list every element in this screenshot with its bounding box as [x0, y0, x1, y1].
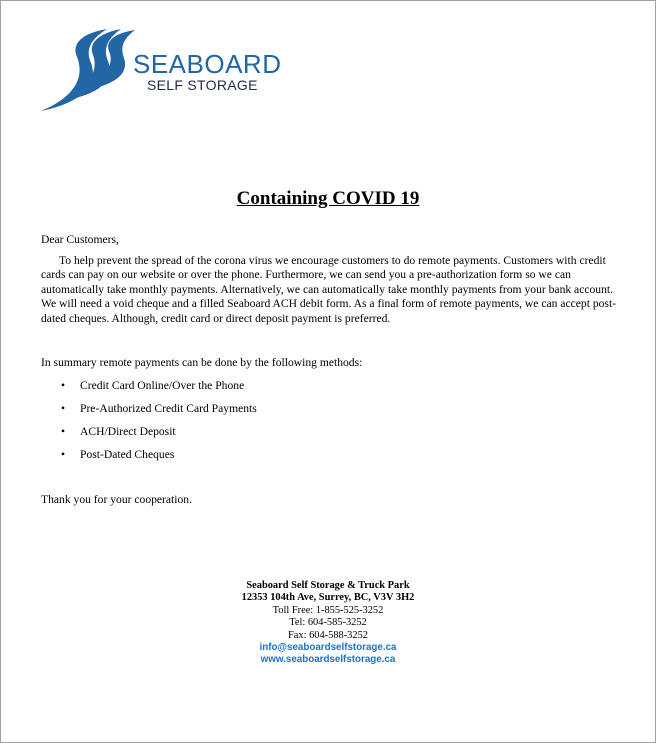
footer-tel: Tel: 604-585-3252 — [289, 617, 367, 629]
wave-logo-icon — [41, 27, 141, 113]
footer-address: 12353 104th Ave, Surrey, BC, V3V 3H2 — [241, 592, 415, 604]
website-link[interactable]: www.seaboardselfstorage.ca — [260, 654, 396, 666]
method-label: Credit Card Online/Over the Phone — [80, 379, 245, 392]
method-label: Post-Dated Cheques — [80, 448, 175, 461]
bullet-icon: • — [61, 448, 66, 461]
logo-name: SEABOARD — [133, 49, 282, 79]
method-label: ACH/Direct Deposit — [80, 425, 176, 438]
footer-fax: Fax: 604-588-3252 — [288, 629, 368, 641]
bullet-icon: • — [61, 402, 66, 415]
body-paragraph: To help prevent the spread of the corona virus we encourage customers to do remote payments. Customers with credit cards can pay on our website or over the phone. Furthermore, we can send you a pre-authorization form so we can automatically take monthly payments. Alternatively, we can automatically take monthly payments from your bank account. We will need a void cheque and a filled Seaboard ACH debit form. As a final form of remote payments, we can accept post-dated cheques. Although, credit card or direct deposit payment is preferred. — [41, 254, 617, 325]
footer-company: Seaboard Self Storage & Truck Park — [246, 580, 410, 591]
footer-toll-free: Toll Free: 1-855-525-3252 — [272, 604, 384, 616]
email-link[interactable]: info@seaboardselfstorage.ca — [259, 642, 397, 654]
logo-subtitle: SELF STORAGE — [147, 77, 258, 93]
bullet-icon: • — [61, 379, 66, 392]
bullet-icon: • — [61, 425, 66, 438]
page-title: Containing COVID 19 — [236, 188, 420, 209]
closing-text: Thank you for your cooperation. — [41, 493, 192, 506]
company-logo — [41, 27, 291, 113]
summary-text: In summary remote payments can be done by the following methods: — [41, 356, 363, 369]
method-label: Pre-Authorized Credit Card Payments — [80, 402, 257, 415]
contact-footer — [1, 580, 655, 667]
greeting: Dear Customers, — [41, 233, 119, 246]
